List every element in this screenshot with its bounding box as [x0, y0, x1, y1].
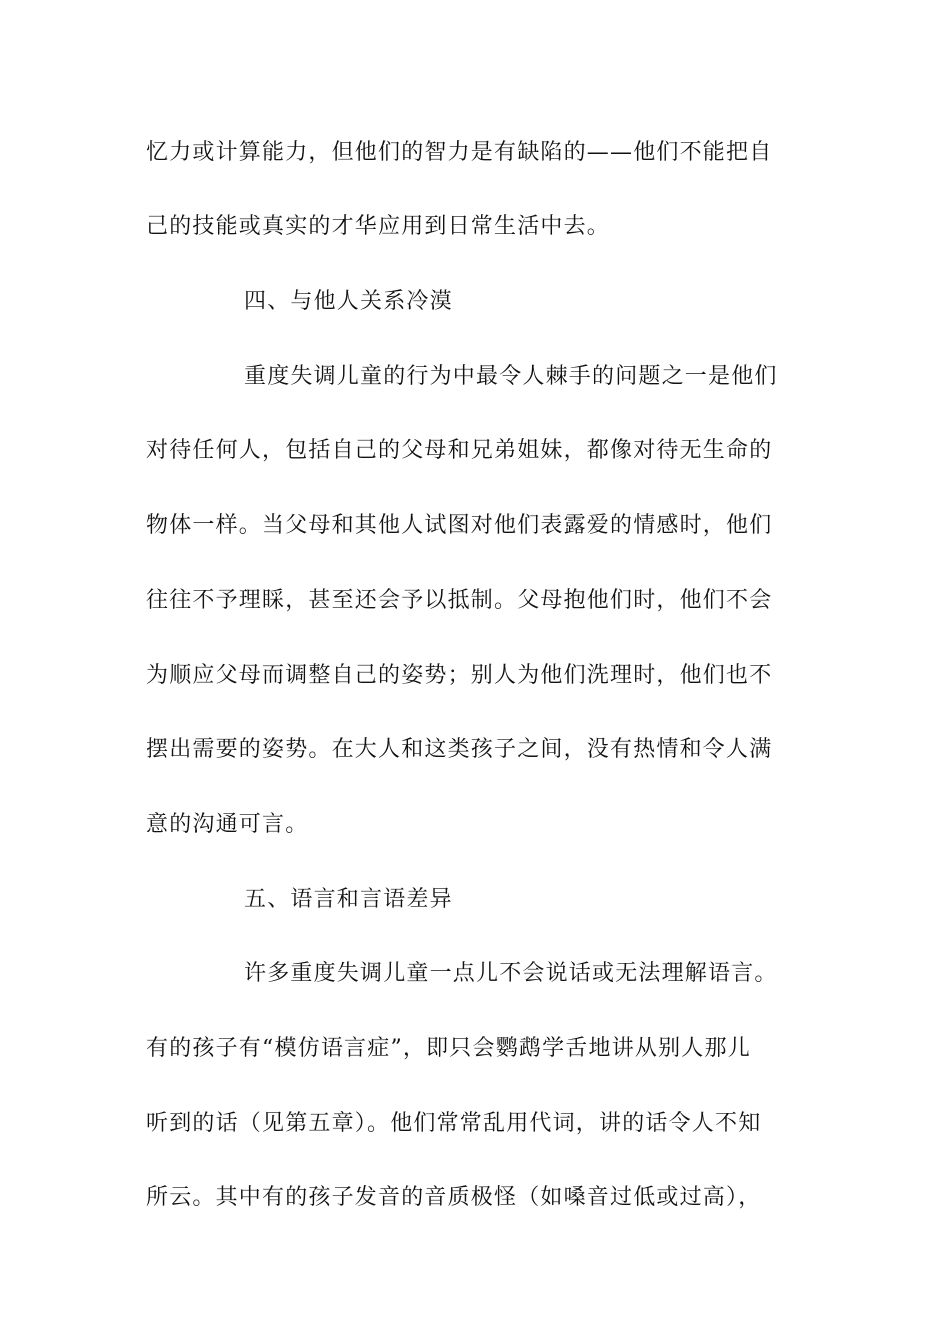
paragraph-line: 所云。其中有的孩子发音的音质极怪（如嗓音过低或过高）， [146, 1185, 762, 1210]
paragraph-line: 己的技能或真实的才华应用到日常生活中去。 [146, 214, 611, 239]
paragraph-line: 意的沟通可言。 [146, 812, 309, 837]
section-heading: 四、与他人关系冷漠 [244, 289, 453, 314]
paragraph-line: 许多重度失调儿童一点儿不会说话或无法理解语言。 [244, 961, 778, 986]
paragraph-line: 物体一样。当父母和其他人试图对他们表露爱的情感时，他们 [146, 513, 773, 538]
paragraph-line: 有的孩子有“模仿语言症”，即只会鹦鹉学舌地讲从别人那儿 [146, 1036, 751, 1061]
paragraph-line: 为顺应父母而调整自己的姿势；别人为他们洗理时，他们也不 [146, 663, 773, 688]
paragraph-line: 往往不予理睬，甚至还会予以抵制。父母抱他们时，他们不会 [146, 588, 773, 613]
paragraph-line: 重度失调儿童的行为中最令人棘手的问题之一是他们 [244, 364, 778, 389]
paragraph-line: 摆出需要的姿势。在大人和这类孩子之间，没有热情和令人满 [146, 737, 773, 762]
section-heading: 五、语言和言语差异 [244, 887, 453, 912]
paragraph-line: 忆力或计算能力，但他们的智力是有缺陷的——他们不能把自 [146, 140, 773, 165]
paragraph-line: 对待任何人，包括自己的父母和兄弟姐妹，都像对待无生命的 [146, 438, 773, 463]
paragraph-line: 听到的话（见第五章）。他们常常乱用代词，讲的话令人不知 [146, 1111, 762, 1136]
